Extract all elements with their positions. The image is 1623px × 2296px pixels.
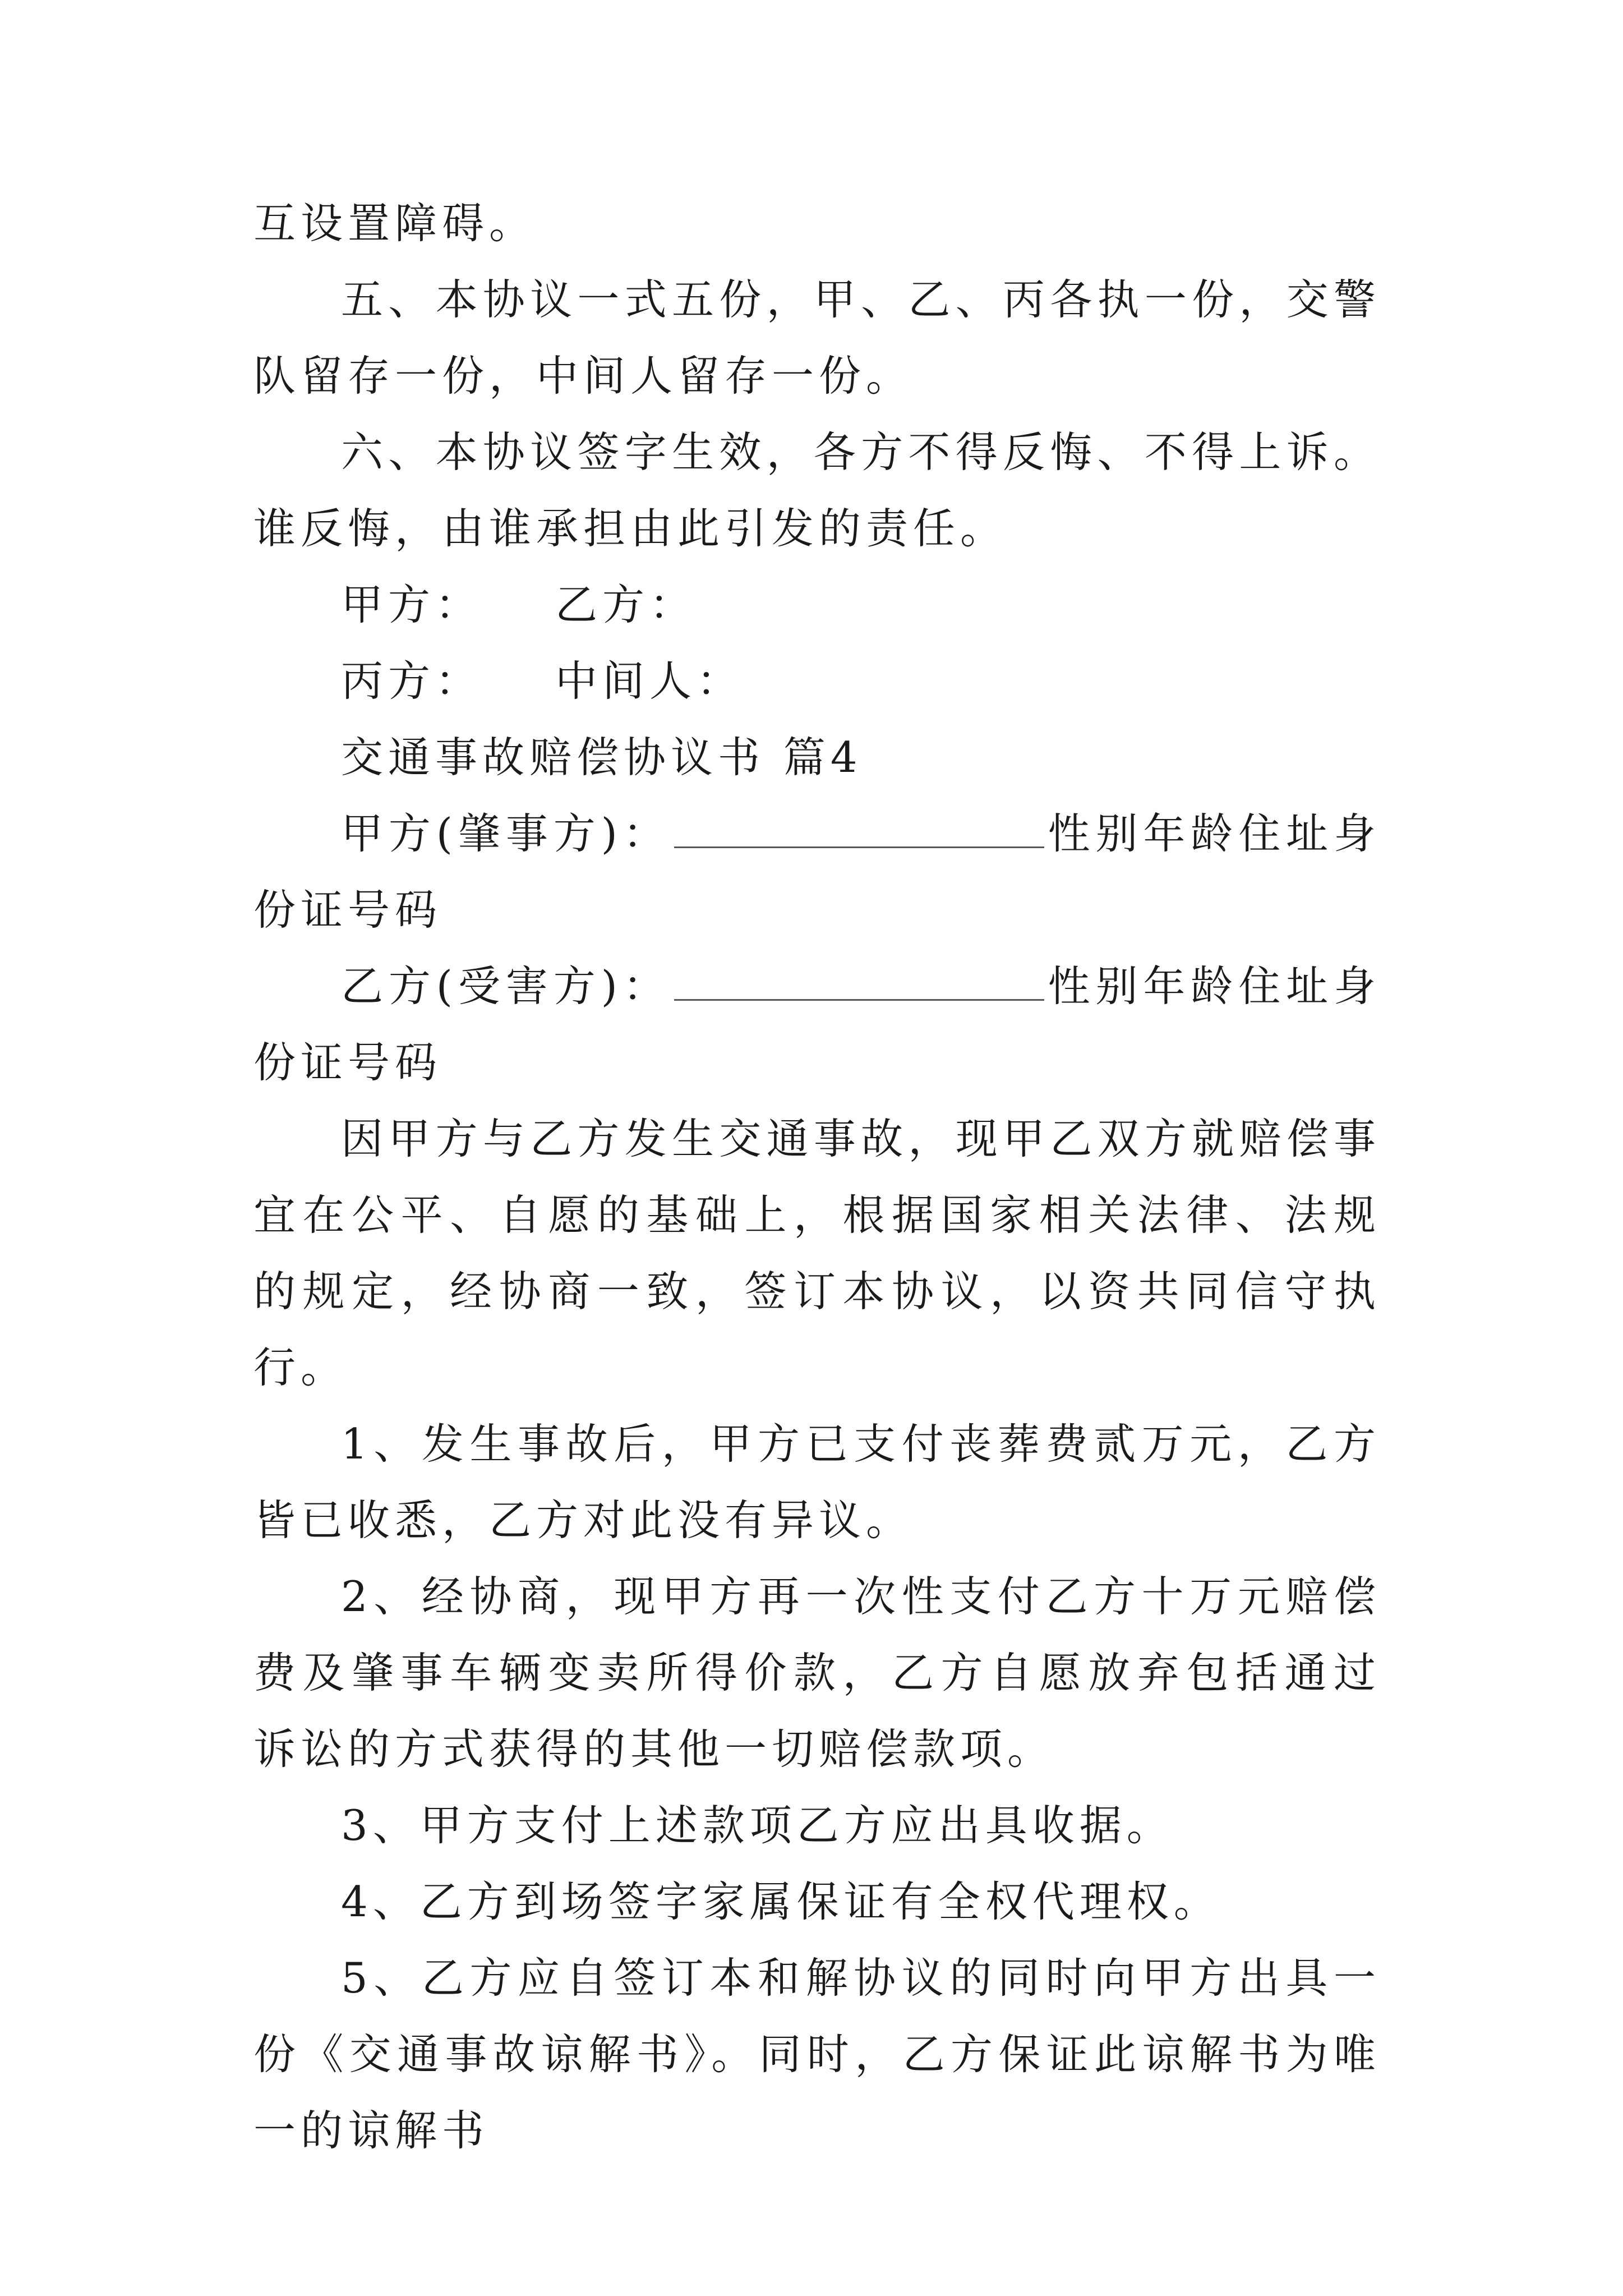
item-2: 2、经协商，现甲方再一次性支付乙方十万元赔偿费及肇事车辆变卖所得价款，乙方自愿放弃包括通过诉讼的方式获得的其他一切赔偿款项。	[253, 1572, 1381, 1774]
item-4: 4、乙方到场签字家属保证有全权代理权。	[341, 1877, 1221, 1926]
party-c-sign-label: 丙方：	[341, 656, 483, 706]
middleman-sign-label: 中间人：	[555, 656, 744, 706]
clause-six: 六、本协议签字生效，各方不得反悔、不得上诉。谁反悔，由谁承担由此引发的责任。	[253, 427, 1381, 553]
party-a-label: 甲方(肇事方)：	[341, 809, 671, 858]
item-1: 1、发生事故后，甲方已支付丧葬费贰万元，乙方皆已收悉，乙方对此没有异议。	[253, 1419, 1381, 1545]
clause-five: 五、本协议一式五份，甲、乙、丙各执一份，交警队留存一份，中间人留存一份。	[253, 275, 1381, 401]
party-b-sign-label: 乙方：	[555, 580, 697, 629]
item-3: 3、甲方支付上述款项乙方应出具收据。	[341, 1801, 1174, 1850]
intro-paragraph: 因甲方与乙方发生交通事故，现甲乙双方就赔偿事宜在公平、自愿的基础上，根据国家相关法律、法规的规定，经协商一致，签订本协议，以资共同信守执行。	[253, 1114, 1381, 1392]
party-b-info	[253, 948, 1381, 1101]
party-a-sign-label: 甲方：	[341, 580, 483, 629]
party-b-label: 乙方(受害方)：	[341, 961, 671, 1011]
paragraph-continuation: 互设置障碍。	[253, 199, 537, 248]
signature-line-1	[253, 567, 1381, 643]
party-a-blank[interactable]	[674, 806, 1044, 848]
party-a-fields: 性别年龄住址身份证号码	[253, 809, 1381, 935]
party-b-fields: 性别年龄住址身份证号码	[253, 961, 1381, 1087]
signature-line-2	[253, 643, 1381, 719]
party-b-blank[interactable]	[674, 959, 1044, 1001]
item-5: 5、乙方应自签订本和解协议的同时向甲方出具一份《交通事故谅解书》。同时，乙方保证此谅解书为唯一的谅解书	[253, 1953, 1381, 2155]
party-a-info	[253, 795, 1381, 948]
document-page	[253, 185, 1381, 2169]
section-heading: 交通事故赔偿协议书 篇4	[341, 733, 863, 782]
